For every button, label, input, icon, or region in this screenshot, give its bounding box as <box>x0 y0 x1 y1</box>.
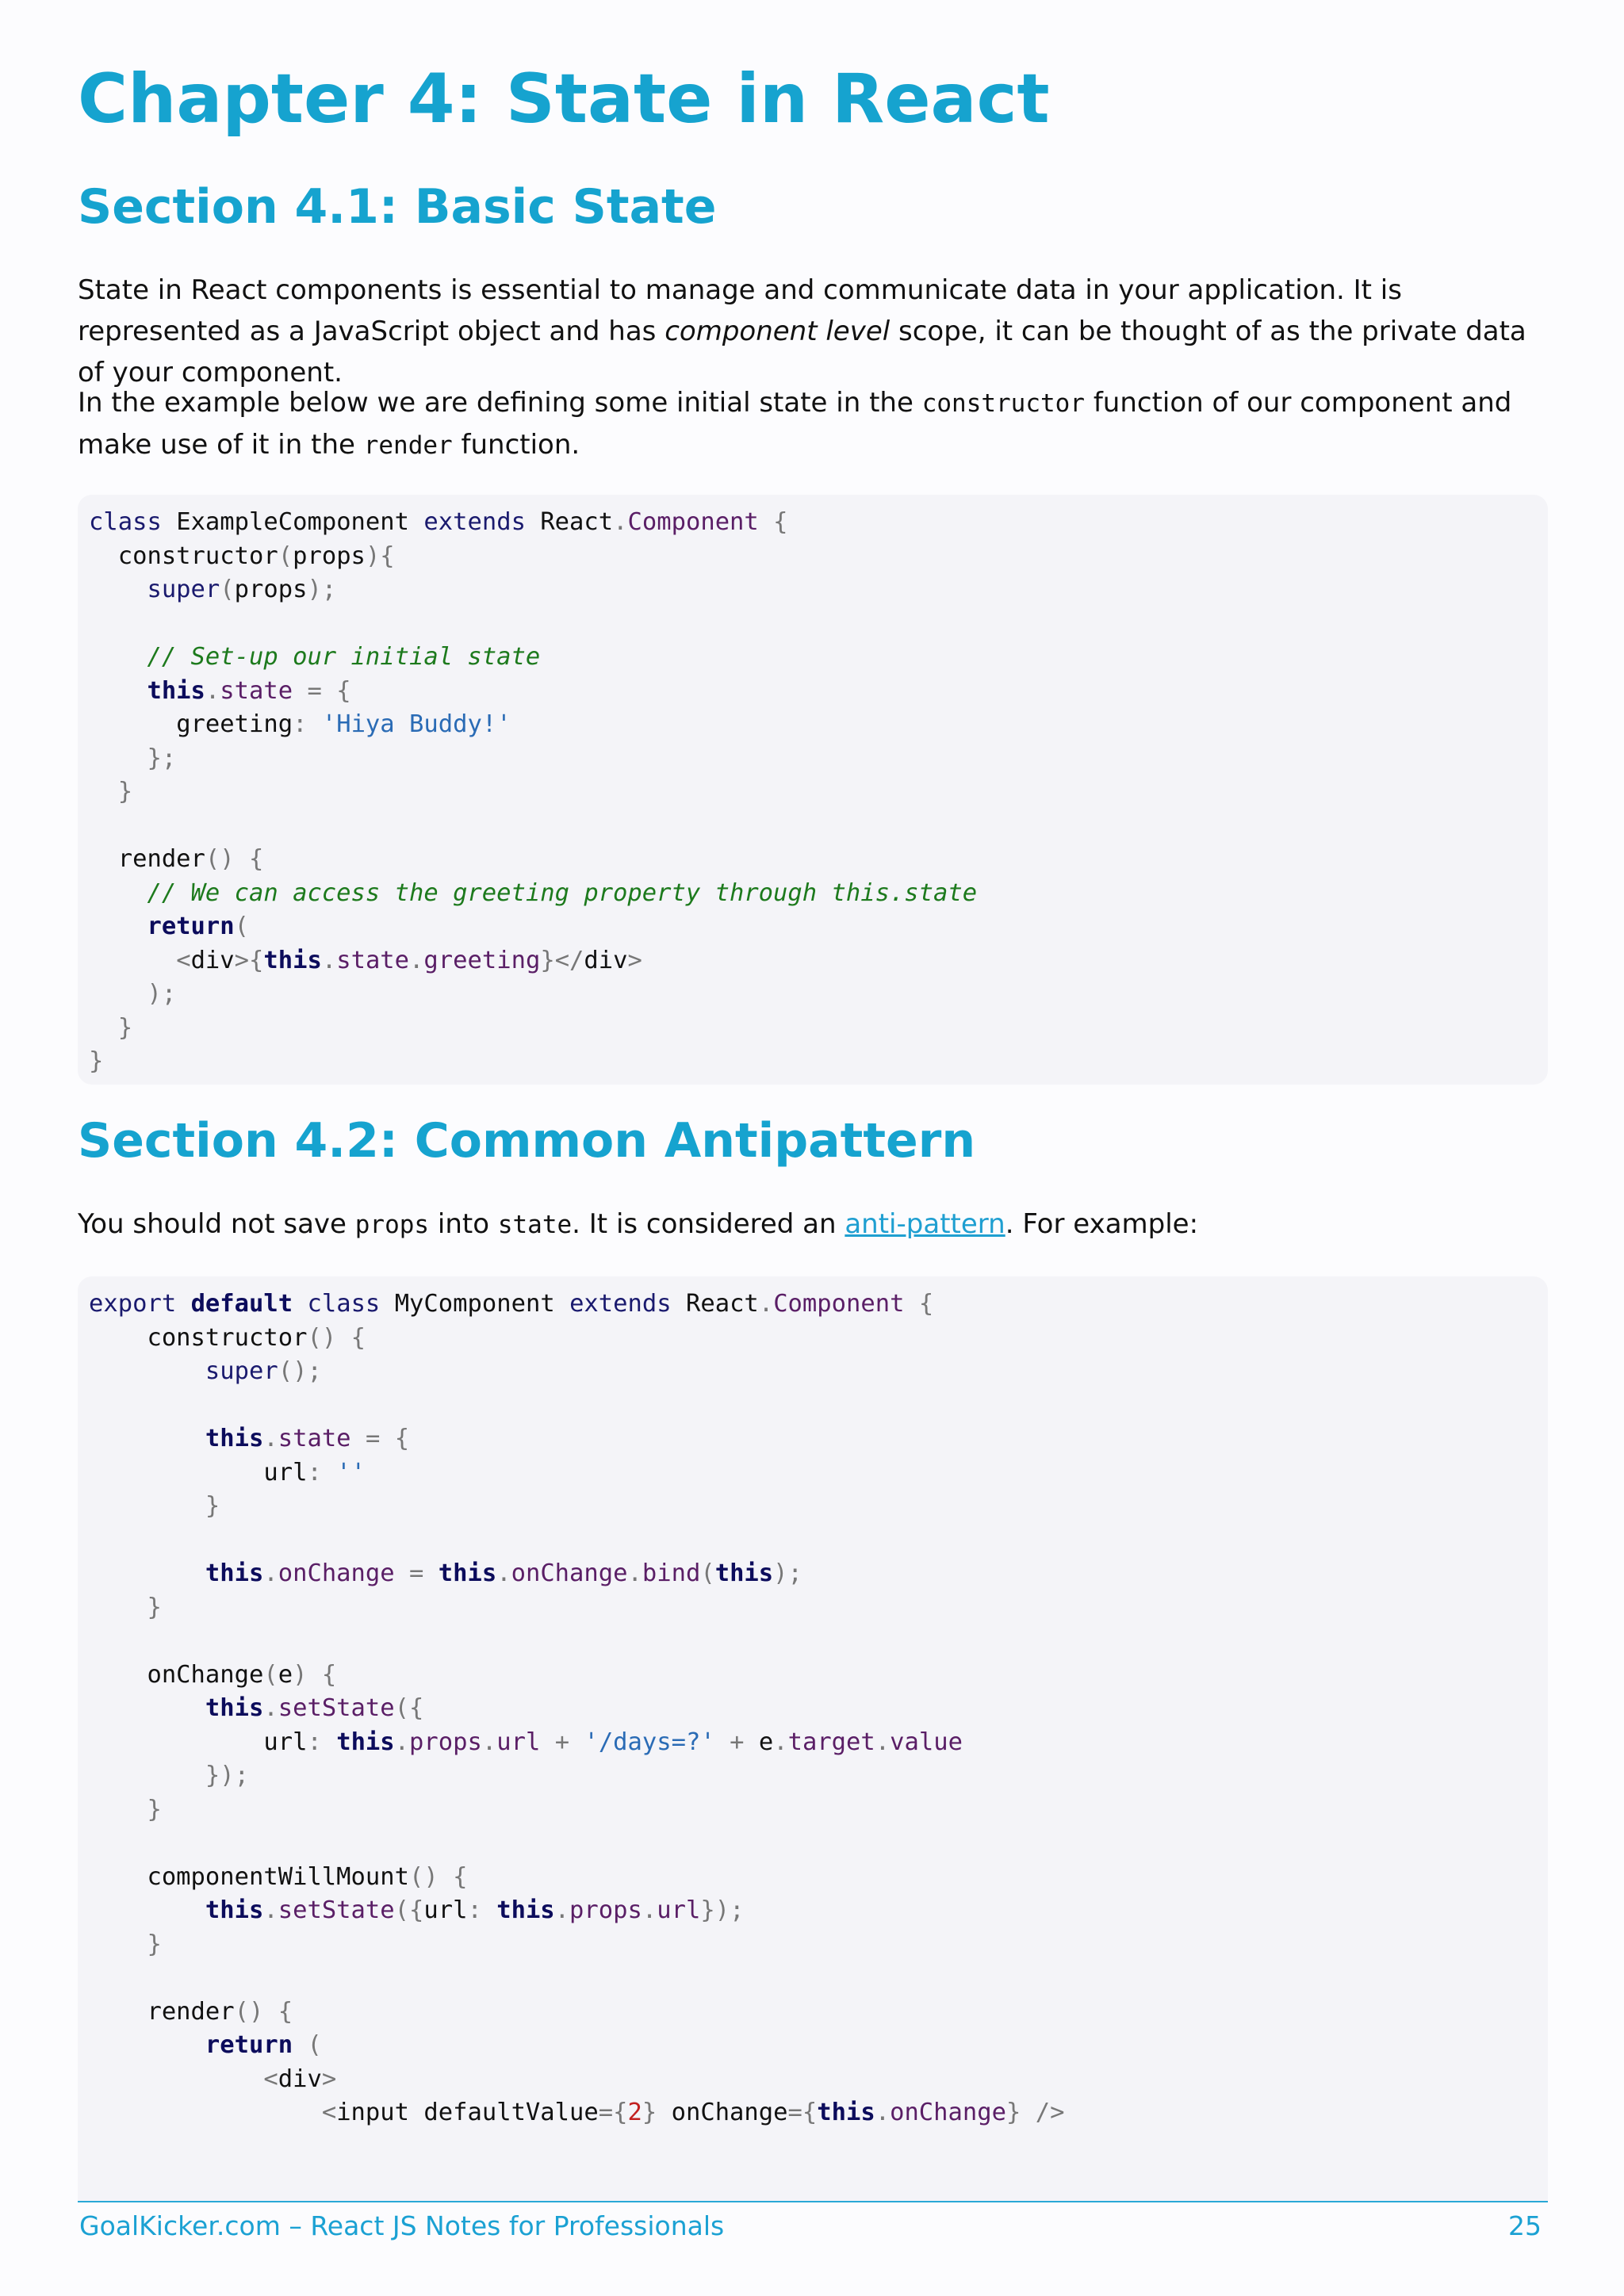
section-4-1-paragraph-1 <box>78 270 1545 393</box>
code-token: url <box>263 1728 308 1756</box>
code-number: 2 <box>627 2099 642 2126</box>
code-token: render <box>117 845 205 873</box>
code-token: this <box>205 1896 264 1924</box>
code-token: bind <box>642 1559 701 1587</box>
code-token: MyComponent <box>394 1290 555 1318</box>
emphasis-text: component level <box>665 316 891 347</box>
code-token: Component <box>773 1290 905 1318</box>
code-token: onChange <box>890 2099 1006 2126</box>
code-token: value <box>890 1728 963 1756</box>
code-token: url <box>263 1458 308 1487</box>
code-token: props <box>234 576 308 603</box>
code-token: state <box>278 1425 351 1452</box>
code-token: e <box>278 1660 293 1689</box>
code-token: ExampleComponent <box>176 508 410 536</box>
code-token: props <box>293 541 366 570</box>
code-comment: // Set-up our initial state <box>147 643 541 671</box>
code-token: setState <box>278 1694 395 1722</box>
chapter-title: Chapter 4: State in React <box>78 59 1050 139</box>
code-token: this <box>496 1896 555 1924</box>
text-run: function. <box>452 429 580 461</box>
text-run: . For example: <box>1005 1208 1199 1240</box>
code-token: greeting <box>423 946 541 974</box>
inline-code: state <box>497 1211 573 1239</box>
code-comment: // We can access the greeting property through this.state <box>147 878 978 907</box>
section-4-2-paragraph-1 <box>78 1203 1545 1246</box>
code-token: constructor <box>147 1323 308 1352</box>
code-token: render <box>147 1997 235 2026</box>
code-string: 'Hiya Buddy!' <box>321 710 511 738</box>
code-token: React <box>685 1290 759 1318</box>
code-listing: class ExampleComponent extends React.Component { constructor(props){ super(props); // Set-up our initial state this.state = { greeting: 'Hiya Buddy!' }; } render() { // We can access the greeting property through this.state return( <div>{this.state.greeting}</div> ); } } <box>89 508 978 1075</box>
code-token: Component <box>627 508 759 536</box>
code-token: class <box>89 508 162 536</box>
code-token: constructor <box>117 541 278 570</box>
text-run: scope, it can be thought of as the private data of your component. <box>78 316 1526 388</box>
code-token: div <box>584 946 628 974</box>
text-run: In the example below we are defining some initial state in the <box>78 387 922 419</box>
code-token: url <box>423 1896 468 1924</box>
code-token: return <box>205 2031 293 2059</box>
code-token: default <box>190 1290 293 1318</box>
code-token: this <box>263 946 322 974</box>
footer-source: GoalKicker.com – React JS Notes for Professionals <box>79 2210 725 2241</box>
text-run: into <box>429 1208 498 1240</box>
inline-code: render <box>363 431 453 460</box>
code-token: export <box>89 1290 177 1318</box>
code-token: this <box>205 1559 264 1587</box>
inline-code: props <box>354 1211 430 1239</box>
page-number: 25 <box>1508 2210 1542 2241</box>
code-token: class <box>307 1290 381 1318</box>
code-token: return <box>147 913 235 940</box>
code-token: onChange <box>671 2099 788 2126</box>
code-token: props <box>409 1728 482 1756</box>
code-token: defaultValue <box>423 2099 599 2126</box>
code-token: url <box>657 1896 701 1924</box>
section-4-2-title: Section 4.2: Common Antipattern <box>78 1113 976 1169</box>
code-token: div <box>190 946 235 974</box>
anti-pattern-link[interactable]: anti-pattern <box>845 1208 1005 1240</box>
code-token: onChange <box>511 1559 628 1587</box>
code-token: onChange <box>278 1559 395 1587</box>
code-token: this <box>336 1728 395 1756</box>
code-token: target <box>787 1728 875 1756</box>
code-token: this <box>817 2099 875 2126</box>
code-listing: export default class MyComponent extends React.Component { constructor() { super(); this.state = { url: '' } this.onChange = this.onChange.bind(this); } onChange(e) { this.setState({ url: this.props.url + '/days=?' + e.target.value }); } componentWillMount() { this.setState({url: this.props.url}); } render() { return ( <div> <input defaultValue={2} onChange={this.onChange} /> <box>89 1290 1065 2126</box>
code-token: this <box>438 1559 497 1587</box>
code-token: setState <box>278 1896 395 1924</box>
code-token: extends <box>569 1290 672 1318</box>
code-token: greeting <box>176 710 293 738</box>
code-token: this <box>714 1559 774 1587</box>
code-token: props <box>569 1896 642 1924</box>
text-run: You should not save <box>78 1208 355 1240</box>
code-token: state <box>220 676 293 705</box>
section-4-1-paragraph-2 <box>78 382 1545 466</box>
code-token: this <box>205 1425 264 1452</box>
code-token: this <box>205 1694 264 1722</box>
code-token: url <box>496 1728 541 1756</box>
text-run: State in React components is essential to manage and communicate data in your application. It is represented as a JavaScript object and has <box>78 274 1402 347</box>
code-token: super <box>205 1357 278 1385</box>
code-token: super <box>147 576 220 603</box>
code-token: extends <box>423 508 526 536</box>
code-block-antipattern <box>78 1276 1548 2201</box>
section-4-1-title: Section 4.1: Basic State <box>78 179 717 235</box>
code-token: this <box>147 676 205 705</box>
code-token: componentWillMount <box>147 1862 409 1891</box>
code-token: React <box>540 508 614 536</box>
code-token: e <box>758 1728 774 1756</box>
footer-divider <box>78 2201 1548 2202</box>
text-run: . It is considered an <box>572 1208 845 1240</box>
text-run: function of our component and make use of it in the <box>78 387 1512 461</box>
code-block-basic-state <box>78 495 1548 1085</box>
code-token: div <box>278 2064 322 2093</box>
code-token: state <box>336 946 410 974</box>
code-token: onChange <box>147 1660 264 1689</box>
code-string: '/days=?' <box>584 1728 715 1756</box>
code-string: '' <box>336 1458 366 1487</box>
code-token: input <box>336 2099 410 2126</box>
inline-code: constructor <box>921 389 1086 418</box>
